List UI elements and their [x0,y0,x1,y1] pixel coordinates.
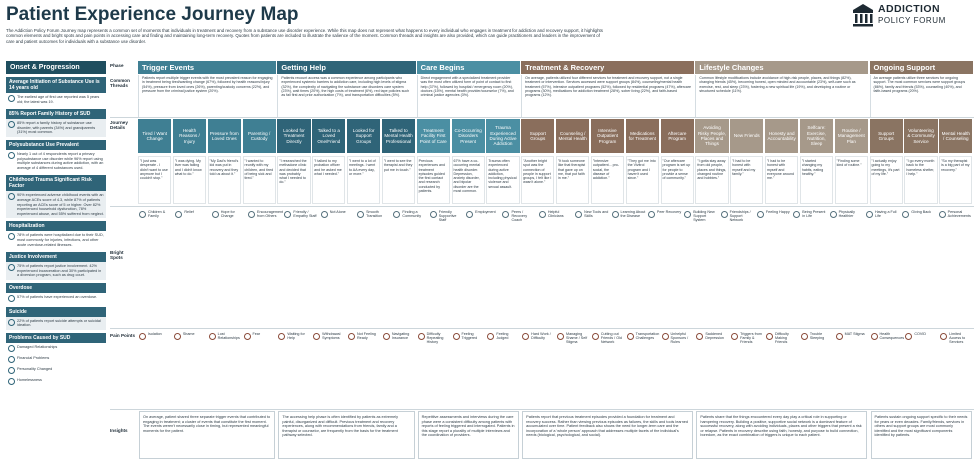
logo [852,3,972,29]
bright-spot [647,210,682,221]
divider [110,328,974,329]
page-title: Patient Experience Journey Map [6,4,299,25]
pain-point-label: MAT Stigma [844,332,865,336]
pain-point-icon [278,333,285,340]
phase-1: Trigger Events [138,61,276,74]
left-panel [6,61,106,387]
bright-spot-label: Peers / Recovery Coach [511,210,528,223]
pain-point-label: Feeling Judged [496,332,509,341]
bright-spot-label: Hope for Change [220,210,235,219]
problem-icon [8,367,15,374]
journey-step: Avoiding Risky People, Places and Things [695,119,728,153]
journey-step: Co-Occurring Disorders Present [452,119,485,153]
pain-point-icon [871,333,878,340]
pain-point-icon [801,333,808,340]
pain-point-icon [662,333,669,340]
journey-detail: "I researched the methadone clinic and decided that was probably what I needed to do." [277,156,310,204]
pain-point-label: Transportation Challenges [635,332,660,341]
journey-detail: "I talked to my probation officer and he asked me what I needed." [312,156,345,204]
bright-spot-icon [902,211,909,218]
common-threads: Patients recount access was a common experience among participants who experienced systemic barriers to addiction care, including high levels of stigma (32%), the complexity of navigating the substance use disorders care system (23%), wait times (20%), the high costs of treatment (6%), red tape policies such as fail first and prior authorization (7%), and transportation difficulties (5%). [277,75,415,117]
bright-spot-icon [866,211,873,218]
common-threads: Common lifestyle modifications include avoidance of high-risk people, places, and things (82%), changing friends (45%), becoming honest, open minded and accountable (23%), self-care such as exercise, rest, and sleep (23%), fostering a new spiritual life (19%), and developing a routine or structured schedule (11%). [695,75,868,117]
bright-spot-label: Encouragement from Others [257,210,284,219]
pain-point-icon [766,333,773,340]
pain-point [800,332,834,343]
journey-step: Talked to a Loved One/Friend [312,119,345,153]
insight-box: Repetitive assessments and interviews during the care phase were a consistent difficulty among patients with reports of feeling triggered and interrogated. Patients in this stage report a plurality of multiple interviews and the coordination of providers. [418,411,520,459]
bright-spot [720,210,755,221]
bright-spot-label: Finding a Community [402,210,422,219]
journey-detail: "Intensive outpatient... pro-social, the disease of addiction." [591,156,624,204]
pain-point-icon [940,333,947,340]
bright-spot-icon [648,211,655,218]
pain-point-icon [418,333,425,340]
journey-detail: Previous experiences and treatment episodes guided the first contact and research conducted by patients. [417,156,450,204]
bright-spot-icon [612,211,619,218]
left-section-text: 78% of patients were hospitalized due to their SUD, most commonly for injuries, infections, and other acute overdose-related illnesses. [17,233,104,247]
journey-detail: "I went to a lot of meetings. I went to AA every day, or more." [347,156,380,204]
pain-point [382,332,416,343]
journey-step: Pressure from Loved Ones [208,119,241,153]
bright-spot [574,210,609,221]
bright-spot-label: Being Present in Life [802,210,826,219]
journey-detail: "I had to be honest with myself and everyone around me." [765,156,798,204]
stat-icon [8,295,15,302]
bright-spot-label: Building New Support System [693,210,715,223]
journey-step: Aftercare Program [661,119,694,153]
journey-step: Looked for Support Groups [347,119,380,153]
pain-point [695,332,729,343]
problem-icon [8,378,15,385]
journey-detail: "It took someone like that therapist that gave up on me, that put faith in me." [556,156,589,204]
pain-point-label: Waiting for Help [287,332,305,341]
bright-spot-label: Giving Back [911,210,931,214]
bright-spot-label: Learning About the Disease [620,210,646,219]
pain-point-icon [244,333,251,340]
pain-point [870,332,904,343]
bright-spot-label: Employment [475,210,496,214]
left-section-heading: Problems Caused by SUD [6,333,106,343]
insight-box: Patients share that the things encountered every day play a critical role in supporting or hampering recovery. Building a positive, supportive social network is a dominant feature of successful recovery, along with avoiding individuals, places and other triggers that present a risk or relapse. Patients in recovery describe using faith, honesty, and purpose to build connection, boredom, as the exact combination of triggers is unique to each patient. [696,411,867,459]
bright-spot-icon [212,211,219,218]
pain-point-label: Cutting out Friends / Old Network [600,332,622,345]
left-section-text: 85% report a family history of substance use disorder, with parents (34%) and grandparents (31%) most common. [17,121,96,135]
left-section-text: 57% of patients have experienced an overdose. [17,294,98,299]
left-section-body [6,93,106,106]
problem-item [6,365,106,376]
bright-spot-icon [393,211,400,218]
pain-point-icon [592,333,599,340]
left-section-text: The earliest age of first use reported was 5 years old; the latest was 19. [17,95,100,104]
bright-spot-icon [357,211,364,218]
bright-spot-icon [321,211,328,218]
pain-point-icon [522,333,529,340]
left-section-heading: Polysubstance Use Prevalent [6,140,106,150]
bright-spot-icon [721,211,728,218]
bright-spot-icon [939,211,946,218]
stat-icon [8,264,15,271]
bright-spot-icon [248,211,255,218]
journey-detail: "I go every month back to the homeless shelter, I help." [904,156,937,204]
left-section-text: 75% of patients report justice involvement. 42% experienced incarceration and 30% participated in a diversion program, such as drug court. [17,264,102,278]
left-section-text: 90% experienced adverse childhood events with an average ACEs score of 4.3, while 87% of patients reporting an ACEs score of 5 or higher. Over 82% experienced household dysfunction, 78% experienced abuse, and 55% suffered from neglect. [17,193,104,216]
insight-box: On average, patient shared three separate trigger events that contributed to engaging in treatment; a cluster of events that constitute the first moment. The events weren't necessarily close in timing, but represented meaningful moments for the patient. [139,411,275,459]
stat-icon [8,152,15,159]
journey-step: Volunteering & Community Service [904,119,937,153]
stat-icon [8,121,15,128]
bright-spot-label: Not Alone [329,210,346,214]
pain-point-label: Unhelpful Sponsors / Rules [670,332,689,345]
pain-point-label: Hard Work / Difficulty [531,332,551,341]
journey-step: Honesty and Accountability [765,119,798,153]
bright-spot [465,210,500,221]
journey-step: Looked for Treatment Directly [277,119,310,153]
bright-spot-label: Relief [184,210,194,214]
pain-point [277,332,311,343]
pain-point-label: Health Consequences [879,332,905,341]
pain-point-label: Navigating Insurance [391,332,410,341]
journey-step: Tired / Want Change [138,119,171,153]
phase-3: Care Begins [417,61,521,74]
problem-item [6,343,106,354]
left-section-heading: Justice Involvement [6,252,106,262]
bright-spot [683,210,718,221]
bright-spot-icon [757,211,764,218]
pain-point [939,332,973,343]
phase-2: Getting Help [277,61,415,74]
journey-detail: "I was dying. My liver was failing and I didn't know what to do." [173,156,206,204]
journey-detail: "I gotta stay away from old people, places and things, changed routine and hobbies." [695,156,728,204]
pain-point-icon [627,333,634,340]
problem-item [6,376,106,387]
journey-detail: "I went to see the therapist and they put me in touch." [382,156,415,204]
bright-spot [356,210,391,221]
pain-point-icon [313,333,320,340]
bright-spot-label: New Tools and Skills [584,210,609,219]
bright-spot-label: Helpful Clinicians [547,210,564,219]
pain-point [591,332,625,343]
bright-spot [611,210,646,221]
pain-point [173,332,207,343]
pain-point-label: Difficulty Making Friends [775,332,789,345]
phase-4: Treatment & Recovery [521,61,694,74]
pain-point-label: Not Feeling Ready [357,332,376,341]
pain-point-label: Triggers from Family & Friends [740,332,762,345]
journey-step: Support Groups [521,119,554,153]
bright-spot [756,210,791,221]
divider [110,117,974,118]
journey-step: Support Groups [870,119,903,153]
bright-spot [538,210,573,221]
row-label-threads: Common Threads [110,78,130,88]
left-section-body [6,262,106,280]
divider [110,409,974,410]
insight-box: The accessing help phase is often identified by patients as extremely painful, disorganized and difficult. Previous treatment and recovery experiences, along with recommendations from friends, family and a therapist or counselor, are frequently from the basis for the treatment pathway selected. [278,411,414,459]
bright-spot-label: Feeling Happy [765,210,790,214]
phase-5: Lifestyle Changes [695,61,868,74]
bright-spot-icon [830,211,837,218]
pain-point [347,332,381,343]
left-section-body [6,293,106,304]
journey-step: Routine / Management Plan [835,119,868,153]
pain-point [626,332,660,343]
left-section-body [6,150,106,172]
journey-step: Trauma Experienced During Active Addiction [486,119,519,153]
bright-spot [247,210,282,221]
logo-line1: ADDICTION [878,3,940,15]
row-label-bright: Bright Spots [110,250,124,260]
pain-point [312,332,346,343]
bright-spot-label: Friendly / Empathy Staff [293,210,317,219]
bright-spot [174,210,209,221]
journey-step: Medications for Treatment [626,119,659,153]
pain-point [138,332,172,343]
pain-point-icon [731,333,738,340]
pain-point-label: Saddened Depression [705,332,724,341]
pain-point [521,332,555,343]
pain-point-icon [487,333,494,340]
pain-point [835,332,869,343]
pain-point-label: Trouble Sleeping [809,332,825,341]
bright-spot [901,210,936,221]
bright-spot-label: Peer Recovery [656,210,682,214]
journey-step: Parenting / Custody [243,119,276,153]
pain-point-icon [383,333,390,340]
left-section-body [6,191,106,218]
left-section-heading: 85% Report Family History of SUD [6,109,106,119]
journey-detail: "They got me into the Vivitrol program and I haven't used since." [626,156,659,204]
pain-point-icon [696,333,703,340]
pain-point-label: Lost Relationships [217,332,240,341]
logo-icon [852,3,874,27]
pain-point-icon [557,333,564,340]
left-section-body [6,119,106,137]
bright-spot [138,210,173,221]
bright-spot-icon [139,211,146,218]
bright-spot-icon [430,211,437,218]
problem-icon [8,356,15,363]
journey-step: Mental Health / Counseling [939,119,972,153]
bright-spot-label: Having a Full Life [874,210,897,219]
journey-step: Health Reasons / Injury [173,119,206,153]
journey-step: Selfcare: Exercise, Nutrition, Sleep [800,119,833,153]
bright-spot-label: Physically Healthier [838,210,855,219]
stat-icon [8,193,15,200]
problem-text: Personality Changed [17,367,53,372]
insight-box: Patients sustain ongoing support specific to their needs for years or even decades. Family/friends, services in others and support groups are most commonly identified and the most significant components identified by patients. [871,411,973,459]
bright-spot-label: Smooth Transition [366,210,383,219]
pain-point-label: Limited Access to Services [949,332,966,345]
journey-detail: "I wanted to reunify with my children, and tired of being sick and tired." [243,156,276,204]
bright-spot [392,210,427,221]
left-section-heading: Overdose [6,283,106,293]
journey-detail: Trauma often experienced during active addiction, including physical violence and sexual assault. [486,156,519,204]
pain-point-icon [139,333,146,340]
pain-point [208,332,242,343]
divider [110,206,974,207]
journey-detail: "I started changing my habits, eating healthy." [800,156,833,204]
pain-point-label: Difficulty Repeating History [426,332,444,345]
journey-step: Counseling / Mental Health [556,119,589,153]
journey-step: Talked to Mental Health Professional [382,119,415,153]
pain-point-icon [905,333,912,340]
left-section-body [6,231,106,249]
left-section-text: 22% of patients report suicide attempts or suicidal ideation. [17,318,101,328]
pain-point [417,332,451,343]
common-threads: On average, patients utilized four different services for treatment and recovery support, not a single treatment or intervention. Services accessed were support groups (84%), counseling/mental health treatment (57%), intensive outpatient programs (52%), followed by residential programs (47%), aftercare programs (30%), medications for addiction treatment (28%), sober living (22%), and faith-based programs (12%). [521,75,694,117]
pain-point-icon [348,333,355,340]
pain-point-label: COVID [914,332,927,336]
problem-text: Damaged Relationships [17,345,58,350]
journey-detail: "Another bright spot was the connection of people in support groups, I felt like I wasn't alone." [521,156,554,204]
pain-point-icon [453,333,460,340]
bright-spot [829,210,864,221]
journey-detail: "I actually enjoy going to my meetings, it's part of my life." [870,156,903,204]
journey-detail: 67% have a co-occurring mental health disorder. Depression, anxiety disorder, and bipolar disorder are the most common. [452,156,485,204]
bright-spot-icon [684,211,691,218]
pain-point [452,332,486,343]
journey-detail: "I just was desperate - I didn't want to use anymore but I couldn't stop." [138,156,171,204]
pain-point-icon [174,333,181,340]
pain-point [765,332,799,343]
journey-detail: "So my therapist is a big part of my recovery." [939,156,972,204]
pain-point-label: Fear [252,332,261,336]
left-section-body [6,317,106,330]
pain-point [661,332,695,343]
journey-step: Treatment Facility First Point of Care [417,119,450,153]
left-section-heading: Hospitalization [6,221,106,231]
pain-point-label: Feeling Triggered [461,332,478,341]
bright-spot [320,210,355,221]
phase-6: Ongoing Support [870,61,974,74]
pain-point-label: Isolation [148,332,162,336]
bright-spot-icon [502,211,509,218]
journey-detail: "I had to be honest with myself and my family." [730,156,763,204]
journey-detail: "Finding some kind of routine." [835,156,868,204]
bright-spot-icon [284,211,291,218]
journey-detail: "Our aftercare program is set up for people to provide a sense of community." [661,156,694,204]
bright-spot [211,210,246,221]
bright-spot [792,210,827,221]
pain-point-label: Withdrawal Symptoms [322,332,341,341]
pain-point [730,332,764,343]
bright-spot-icon [793,211,800,218]
pain-point-icon [836,333,843,340]
insight-box: Patients report that previous treatment episodes provided a foundation for treatment and recovery success. Rather than viewing previous episodes as failures, the skills and tools learned accumulated over time. Patient feedback also shows the need for longer-term care and the incorporation of a 'whole person' approach that addresses multiple facets of the individual's needs (biological, psychological, and social). [522,411,693,459]
journey-step: New Friends [730,119,763,153]
bright-spot-label: Friendships / Support Network [729,210,751,223]
bright-spot-icon [466,211,473,218]
pain-point [243,332,277,343]
left-section-heading: Suicide [6,307,106,317]
bright-spot [501,210,536,221]
bright-spot-label: Friendly Supportive Staff [438,210,457,223]
bright-spot [865,210,900,221]
pain-point-label: Shame [182,332,195,336]
intro-text: The Addiction Policy Forum Journey map represents a common set of moments that individuals in treatment and recovery from a substance use disorder experience. While this map does not represent what happens to every individual who engages in treatment for addiction and recovery support, it highlights common elements and bright spots and pain points in accessing care and finding and maintaining long-term recovery. Quotes from patients are included to illustrate the salience of the moment. Common threads and insights are also provided, which can guide practitioners and leaders in the improvement of care and patient outcomes for individuals with a substance use disorder. [6,28,603,44]
common-threads: An average patients utilize three services for ongoing support. The most common services were support groups (86%), family and friends (53%), counseling (40%), and faith-based programs (20%). [870,75,974,117]
stat-icon [8,95,15,102]
problem-item [6,354,106,365]
problem-text: Financial Problems [17,356,50,361]
left-section-heading: Childhood Trauma Significant Risk Factor [6,175,106,191]
bright-spot-label: Personal Achievements [947,210,971,219]
bright-spot [938,210,973,221]
row-label-insights: Insights [110,428,128,433]
pain-point [904,332,938,343]
stat-icon [8,233,15,240]
journey-detail: "My Dad's friend's kid was put in recovery and they told us about it." [208,156,241,204]
left-section-text: Nearly 1 out of 4 respondents report a primary polysubstance use disorder while 96% report using multiple substances during active addiction, with an average of 4 different substances used. [17,151,104,170]
journey-step: Intensive Outpatient Program [591,119,624,153]
pain-point [486,332,520,343]
bright-spot-label: Children & Family [148,210,166,219]
bright-spot-icon [539,211,546,218]
problem-text: Homelessness [17,378,42,383]
row-label-phase: Phase [110,63,124,68]
left-panel-title: Onset & Progression [6,61,106,74]
bright-spot-icon [575,211,582,218]
stat-icon [8,319,15,326]
row-label-pain: Pain Points [110,333,136,338]
bright-spot [283,210,318,221]
pain-point-icon [209,333,216,340]
common-threads: Direct engagement with a specialized treatment provider was the most often utilized form of point of contact to first help (37%), followed by hospital / emergency room (20%), doctors (15%), mental health provider/counselor (7%), and criminal justice agencies (3%). [417,75,521,117]
left-section-heading: Average Initiation of Substance Use is 14 years old [6,77,106,93]
pain-point [556,332,590,343]
logo-line2: POLICY FORUM [878,16,946,25]
common-threads: Patients report multiple trigger events with the most prevalent reason for engaging in treatment being tired/wanting change (67%), followed by health reasons/injury (54%), pressure from loved ones (26%), parenting/custody concerns (22%), and pressure from the criminal justice system (20%). [138,75,276,117]
row-label-details: Journey Details [110,120,128,130]
bright-spot [429,210,464,221]
problem-icon [8,345,15,352]
bright-spot-icon [175,211,182,218]
pain-point-label: Managing Shame / Self Stigma [566,332,588,345]
